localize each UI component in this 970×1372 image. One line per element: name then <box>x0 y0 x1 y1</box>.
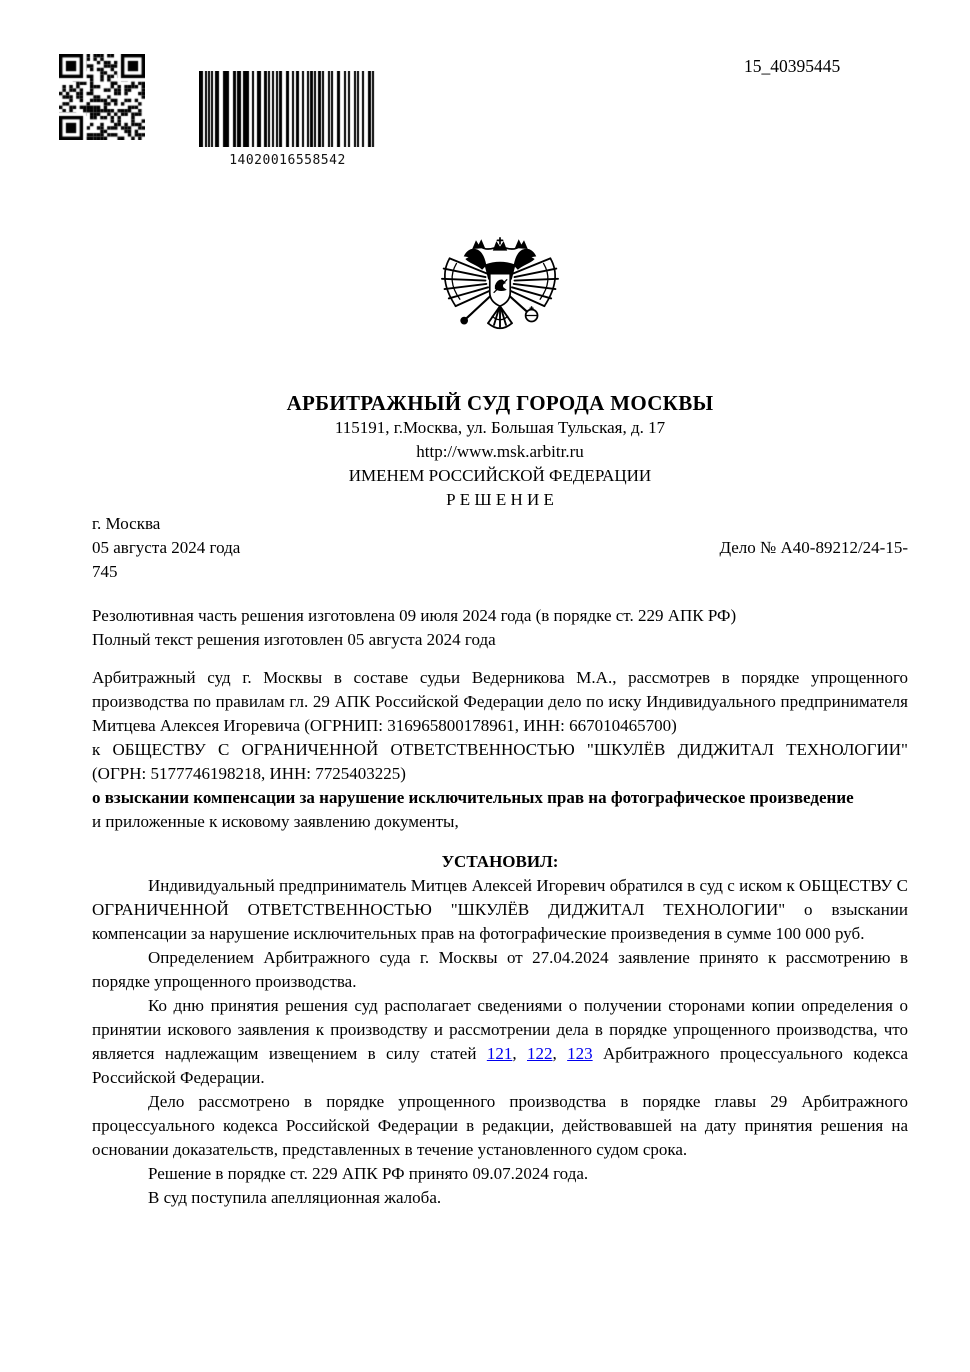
decision-date: 05 августа 2024 года <box>92 538 241 557</box>
notification-separator: , <box>512 1044 527 1063</box>
in-the-name-line: ИМЕНЕМ РОССИЙСКОЙ ФЕДЕРАЦИИ <box>348 466 652 485</box>
barcode-number: 14020016558542 <box>229 153 346 168</box>
resolutive-part-line: Резолютивная часть решения изготовлена 09 июля 2024 года (в порядке ст. 229 АПК РФ) <box>92 606 737 625</box>
statute-link-123[interactable]: 123 <box>567 1044 593 1063</box>
full-text-line: Полный текст решения изготовлен 05 августа 2024 года <box>92 630 496 649</box>
paragraph-appeal: В суд поступила апелляционная жалоба. <box>148 1188 442 1207</box>
notification-text-pre: Ко дню принятия решения суд располагает сведениями о получении сторонами копии определения о принятии искового заявления к производству и рассмотрении дела в порядке упрощенного производства, что является надлежащим извещением в силу статей <box>92 996 908 1063</box>
paragraph-attachments: и приложенные к исковому заявлению документы, <box>92 812 459 831</box>
coat-of-arms-russia <box>92 236 908 362</box>
document-number: 15_40395445 <box>744 56 841 76</box>
paragraph-acceptance: Определением Арбитражного суда г. Москвы от 27.04.2024 заявление принято к рассмотрению в порядке упрощенного производства. <box>92 948 908 991</box>
date-case-row <box>92 536 908 560</box>
case-number-wrap: 745 <box>92 562 118 581</box>
notification-text-post: Арбитражного процессуального кодекса Российской Федерации. <box>92 1044 909 1087</box>
court-address: 115191, г.Москва, ул. Большая Тульская, д. 17 <box>334 418 666 437</box>
document-body <box>92 0 908 1210</box>
decision-title: Р Е Ш Е Н И Е <box>446 490 554 509</box>
paragraph-defendant: к ОБЩЕСТВУ С ОГРАНИЧЕННОЙ ОТВЕТСТВЕННОСТЬЮ "ШКУЛЁВ ДИДЖИТАЛ ТЕХНОЛОГИИ" (ОГРН: 5177746198218, ИНН: 7725403225) <box>92 740 908 783</box>
notification-separator: , <box>552 1044 568 1063</box>
paragraph-claim: Индивидуальный предприниматель Митцев Алексей Игоревич обратился в суд с иском к ОБЩЕСТВУ С ОГРАНИЧЕННОЙ ОТВЕТСТВЕННОСТЬЮ "ШКУЛЁВ ДИДЖИТАЛ ТЕХНОЛОГИИ" о взыскании компенсации за нарушение исключительных прав на фотографические произведения в сумме 100 000 руб. <box>92 876 908 943</box>
paragraph-decision-date: Решение в порядке ст. 229 АПК РФ принято 09.07.2024 года. <box>148 1164 589 1183</box>
court-website: http://www.msk.arbitr.ru <box>416 442 584 461</box>
city-line: г. Москва <box>92 514 161 533</box>
statute-link-122[interactable]: 122 <box>526 1044 553 1063</box>
paragraph-claim-subject: о взыскании компенсации за нарушение исключительных прав на фотографическое произведение <box>92 788 854 807</box>
paragraph-procedure: Дело рассмотрено в порядке упрощенного производства в порядке главы 29 Арбитражного процессуального кодекса Российской Федерации в редакции, действовавшей на дату принятия решения на основании доказательств, представленных в течение установленного судом срока. <box>92 1092 908 1159</box>
paragraph-notification <box>92 994 908 1090</box>
case-number: Дело № А40-89212/24-15- <box>719 538 908 557</box>
established-heading: УСТАНОВИЛ: <box>441 852 559 871</box>
court-name: АРБИТРАЖНЫЙ СУД ГОРОДА МОСКВЫ <box>286 391 714 415</box>
statute-link-121[interactable]: 121 <box>486 1044 513 1063</box>
paragraph-court-composition: Арбитражный суд г. Москвы в составе судьи Ведерникова М.А., рассмотрев в порядке упрощенного производства по правилам гл. 29 АПК Российской Федерации дело по иску Индивидуального предпринимателя Митцева Алексея Игоревича (ОГРНИП: 316965800178961, ИНН: 667010465700) <box>92 668 908 735</box>
